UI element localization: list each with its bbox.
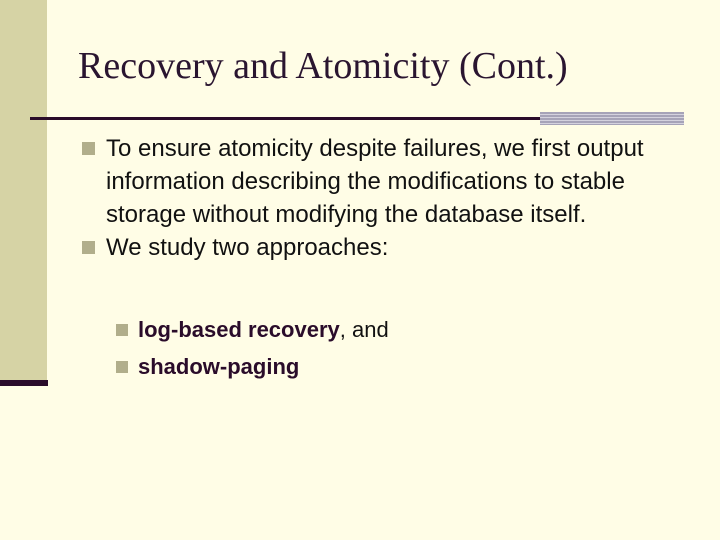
left-decorative-bar [0,0,47,382]
sub-bullet-bold-text: log-based recovery [138,317,340,342]
sub-bullet-bold-text: shadow-paging [138,354,300,379]
sub-bullet-marker-icon [116,324,128,336]
sub-bullet-item [116,311,676,348]
sub-bullet-marker-icon [116,361,128,373]
bullet-marker-icon [82,241,95,254]
bullet-text: We study two approaches: [106,234,389,261]
bullet-item [82,132,692,231]
bullet-marker-icon [82,142,95,155]
sub-bullet-item [116,348,676,385]
bullet-text: To ensure atomicity despite failures, we first output information describing the modifications to stable storage without modifying the database itself. [106,135,644,228]
bullet-item [82,231,692,264]
left-bar-underline [0,380,48,386]
sub-bullet-list [116,311,676,385]
slide-title: Recovery and Atomicity (Cont.) [78,45,568,87]
title-divider-accent [540,112,684,125]
sub-bullet-text: , and [339,317,389,342]
bullet-list [82,132,692,264]
